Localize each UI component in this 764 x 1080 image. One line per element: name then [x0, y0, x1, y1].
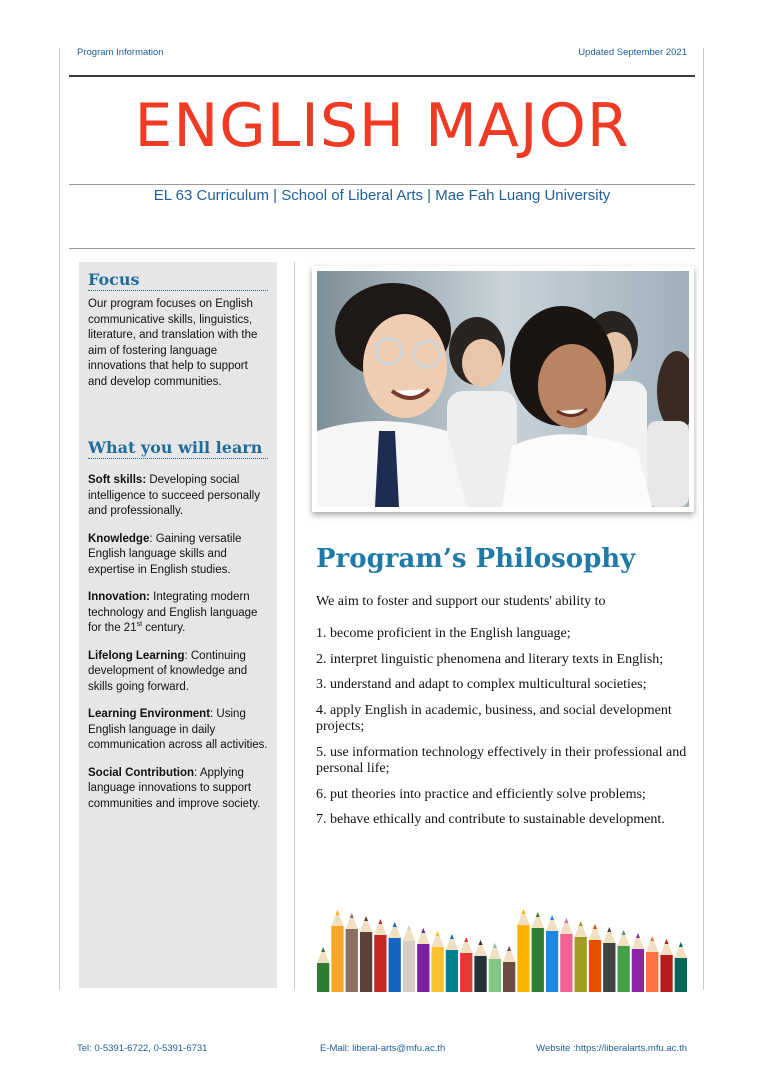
learn-term: Soft skills: [88, 474, 147, 486]
learn-desc: : Using English language in daily communication across all activities. [88, 708, 268, 751]
philosophy-intro: We aim to foster and support our students' ability to [316, 594, 606, 609]
students-photo [312, 266, 694, 512]
subtitle-rule [69, 248, 695, 249]
pencil [503, 946, 515, 992]
title-rule [69, 184, 695, 185]
pencil [403, 925, 415, 992]
pencil [331, 910, 343, 992]
pencil [617, 930, 629, 992]
learn-item-soft-skills [88, 473, 268, 520]
focus-heading: Focus [88, 270, 268, 291]
pencil [431, 931, 443, 992]
list-item: 2. interpret linguistic phenomena and literary texts in English; [316, 651, 664, 667]
pencil [675, 942, 687, 992]
learn-desc: : Gaining versatile English language skills and expertise in English studies. [88, 532, 242, 576]
footer-phone: Tel: 0-5391-6722, 0-5391-6731 [77, 1043, 208, 1054]
list-item: 6. put theories into practice and efficiently solve problems; [316, 786, 646, 802]
learn-term: Knowledge [88, 532, 150, 545]
learn-desc: : Continuing development of knowledge and skills going forward. [88, 649, 248, 693]
header-program-info: Program Information [77, 47, 164, 58]
students-photo-illustration [317, 271, 689, 507]
learn-item-social-contribution [88, 766, 268, 813]
pencil [417, 928, 429, 992]
pencil [632, 933, 644, 992]
header-updated-date: Updated September 2021 [578, 47, 687, 58]
column-divider [294, 262, 295, 990]
pencil [489, 943, 501, 992]
sidebar [79, 262, 277, 988]
philosophy-heading: Program’s Philosophy [316, 544, 636, 574]
footer-website[interactable]: Website :https://liberalarts.mfu.ac.th [536, 1043, 687, 1054]
pencil [546, 915, 558, 992]
pencil [560, 918, 572, 992]
superscript: st [136, 621, 143, 629]
learn-desc-end: century. [142, 622, 186, 634]
learn-desc: Integrating modern technology and English language for the 21 [88, 591, 258, 634]
philosophy-list [316, 626, 694, 838]
colored-pencils-image [316, 896, 688, 992]
pencil [646, 936, 658, 992]
learn-item-innovation [88, 590, 268, 637]
pencil [446, 934, 458, 992]
learn-term: Learning Environment [88, 708, 211, 720]
list-item: 7. behave ethically and contribute to sustainable development. [316, 812, 665, 827]
pencil [460, 937, 472, 992]
list-item: 5. use information technology effectively in their professional and personal life; [316, 744, 687, 776]
pencil [360, 916, 372, 992]
pencil [317, 947, 329, 992]
pencil [517, 909, 529, 992]
learn-heading: What you will learn [88, 438, 268, 459]
pencil [346, 913, 358, 992]
pencil [389, 922, 401, 992]
learn-term: Lifelong Learning [88, 649, 185, 662]
pencil [660, 939, 672, 992]
learn-item-lifelong-learning [88, 649, 268, 696]
learn-item-knowledge [88, 532, 268, 579]
pencil [532, 912, 544, 992]
learn-term: Innovation: [88, 591, 150, 603]
list-item: 3. understand and adapt to complex multicultural societies; [316, 677, 647, 692]
header-rule [69, 75, 695, 77]
pencil [374, 919, 386, 992]
pencil [603, 927, 615, 992]
pencil [474, 940, 486, 992]
pencil [575, 921, 587, 992]
list-item: 4. apply English in academic, business, and social development projects; [316, 702, 672, 734]
learn-term: Social Contribution [88, 766, 195, 779]
learn-desc: Developing social intelligence to succeed personally and professionally. [88, 474, 260, 517]
focus-text: Our program focuses on English communicative skills, linguistics, literature, and translation with the aim of fostering language innovations that help to support and develop communities. [88, 298, 258, 388]
learn-desc: : Applying language innovations to support communities and improve society. [88, 766, 261, 810]
page-subtitle: EL 63 Curriculum | School of Liberal Arts | Mae Fah Luang University [153, 187, 611, 204]
learn-item-learning-environment [88, 707, 268, 754]
footer-email[interactable]: E-Mail: liberal-arts@mfu.ac.th [320, 1043, 446, 1054]
list-item: 1. become proficient in the English language; [316, 626, 571, 641]
pencil [589, 924, 601, 992]
page-title: ENGLISH MAJOR [134, 91, 630, 161]
